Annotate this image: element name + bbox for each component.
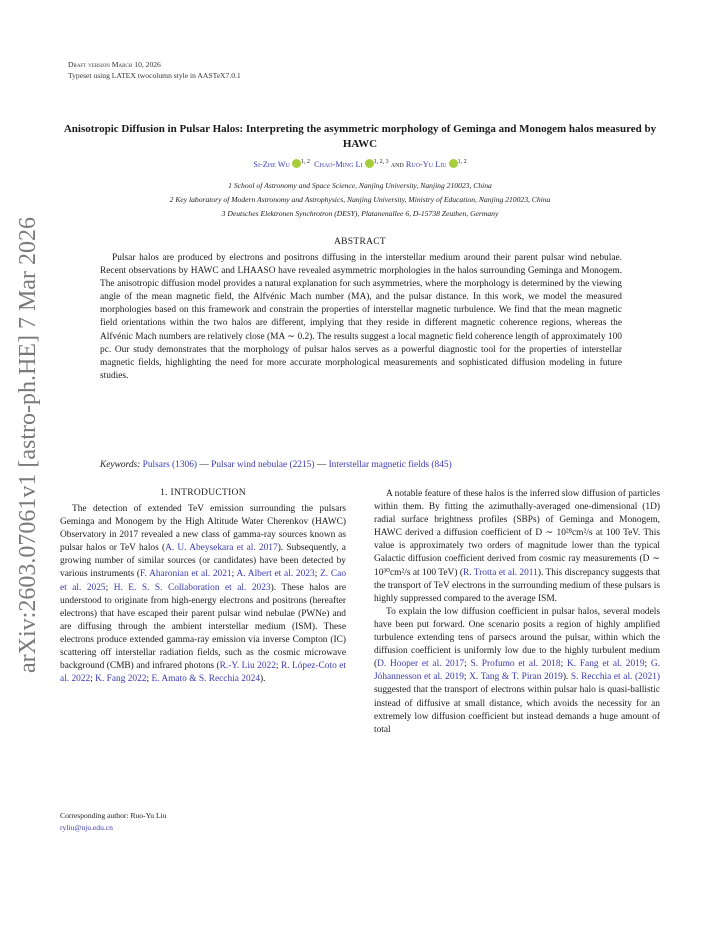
author-3[interactable]: Ruo-Yu Liu [405,159,447,169]
citation-link[interactable]: R. Trotta et al. 2011 [462,567,538,578]
abstract-text: Pulsar halos are produced by electrons and positrons diffusing in the interstellar medium around their parent pulsar wind nebulae. Recent observations by HAWC and LHAASO have revealed asymmetric morphologies in the halos surrounding Geminga and Monogem. The anisotropic diffusion model provides a natural explanation for such asymmetries, where the morphology is determined by the viewing angle of the mean magnetic field, the Alfvénic Mach number (MA), and the pulsar distance. In this work, we model the measured morphologies based on this framework and constrain the properties of interstellar magnetic turbulence. We find that the mean magnetic field orientations within the two halos are different, implying that they reside in different magnetic coherence regions, whereas the Alfvénic Mach numbers are relatively close (MA ∼ 0.2). The results suggest a local magnetic field coherence length of approximately 100 pc. Our study demonstrates that the morphology of pulsar halos serves as a powerful diagnostic tool for the properties of interstellar magnetic fields, highlighting the need for more accurate morphological measurements and sophisticated diffusion modeling in future studies. [100,253,622,381]
orcid-icon[interactable] [365,159,374,168]
affiliation-3: 3 Deutsches Elektronen Synchrotron (DESY), Platanenallee 6, D-15738 Zeuthen, Germany [221,209,499,218]
citation-link[interactable]: G. Jóhannesson et al. 2019 [374,659,661,683]
author-1-affil: 1, 2 [300,159,310,165]
arxiv-identifier: arXiv:2603.07061v1 [astro-ph.HE] 7 Mar 2026 [15,217,41,673]
paragraph [374,488,660,606]
text-run: To explain the low diffusion coefficient in pulsar halos, several models have been put forward. One scenario posits a region of highly amplified turbulence extending tens of parsecs around the pulsar, within which the diffusion coefficient is uniformly low due to the highly turbulent medium ( [374,606,660,670]
text-run: ). This discrepancy suggests that the transport of TeV electrons in the surrounding medium of these pulsars is highly suppressed compared to the average ISM. [374,567,660,604]
citation-link[interactable]: K. Fang 2022 [95,674,147,685]
draft-version: Draft version March 10, 2026 [68,60,161,69]
citation-link[interactable]: D. Hooper et al. 2017 [377,659,465,670]
text-run: ). [260,674,266,685]
keyword-link[interactable]: Pulsars (1306) [142,460,198,470]
text-run: suggested that the transport of electrons within pulsar halo is quasi-ballistic instead of diffusive at small distance, which avoids the necessity for an extremely low diffusion coefficient but instead demands a huge amount of total [374,685,660,735]
text-run: ). These halos are understood to originate from high-energy electrons and positrons (hereafter electrons) that have escaped their parent pulsar wind nebulae (PWNe) and are diffusing through the ambient interstellar medium (ISM). These electrons produce extended gamma-ray emission via inverse Compton (IC) scattering off interstellar radiation fields, such as the cosmic microwave background (CMB) and infrared photons ( [60,582,346,672]
corresponding-author: Corresponding author: Ruo-Yu Liu [60,811,167,820]
author-3-affil: 1, 2 [457,159,467,165]
citation-link[interactable]: H. E. S. S. Collaboration et al. 2023 [113,582,271,593]
text-run: ; [644,659,651,670]
left-column [60,503,346,686]
text-run: ; [90,674,96,685]
citation-link[interactable]: A. Albert et al. 2023 [236,569,315,580]
citation-link[interactable]: K. Fang et al. 2019 [566,659,645,670]
orcid-icon[interactable] [449,159,458,168]
right-column [374,488,660,737]
author-2-affil: 1, 2, 3 [373,159,389,165]
keywords [100,460,630,470]
citation-link[interactable]: S. Profumo et al. 2018 [470,659,561,670]
keyword-link[interactable]: Pulsar wind nebulae (2215) [211,460,315,470]
citation-link[interactable]: S. Recchia et al. (2021) [570,672,661,683]
author-2[interactable]: Chao-Ming Li [314,159,363,169]
and-word: and [390,159,404,169]
draft-header [68,59,241,81]
abstract-heading: ABSTRACT [333,237,387,247]
citation-link[interactable]: A. U. Abeysekara et al. 2017 [165,543,278,554]
text-run: ; [105,582,114,593]
orcid-icon[interactable] [292,159,301,168]
keyword-separator: — [197,460,212,470]
affiliation-1: 1 School of Astronomy and Space Science, Nanjing University, Nanjing 210023, China [228,181,492,190]
citation-link[interactable]: R.-Y. Liu 2022 [219,661,276,672]
citation-link[interactable]: Z. Cao et al. 2025 [60,569,347,593]
citation-link[interactable]: R. López-Coto et al. 2022 [60,661,346,685]
text-run: ; [560,659,567,670]
citation-link[interactable]: F. Aharonian et al. 2021 [140,569,232,580]
email-link[interactable]: ryliu@nju.edu.cn [60,823,113,832]
paragraph [374,606,660,737]
section-heading: 1. INTRODUCTION [160,488,246,498]
typeset-note: Typeset using LATEX twocolumn style in AASTeX7.0.1 [68,71,241,80]
text-run: ; [463,672,470,683]
paragraph [60,503,346,686]
author-1[interactable]: Si-Zhe Wu [253,159,290,169]
text-run: ; [464,659,471,670]
text-run: ; [275,661,281,672]
paper-title: Anisotropic Diffusion in Pulsar Halos: Interpreting the asymmetric morphology of Geminga and Monogem halos measured by HAWC [63,123,657,150]
text-run: ; [231,569,237,580]
footnote [60,810,167,834]
text-run: ). Subsequently, a growing number of similar sources (or candidates) have been detected by various instruments ( [60,543,346,580]
text-run: ; [314,569,321,580]
keywords-label: Keywords: [100,460,141,470]
affiliation-2: 2 Key laboratory of Modern Astronomy and Astrophysics, Nanjing University, Ministry of Education, Nanjing 210023, China [169,195,551,204]
text-run: ; [146,674,152,685]
author-list [60,159,660,169]
citation-link[interactable]: E. Amato & S. Recchia 2024 [151,674,261,685]
text-run: The detection of extended TeV emission surrounding the pulsars Geminga and Monogem by the High Altitude Water Cherenkov (HAWC) Observatory in 2017 revealed a new class of gamma-ray sources known as pulsar halos or TeV halos ( [60,504,346,554]
keyword-separator: — [314,460,329,470]
text-run: ). [562,672,571,683]
keyword-link[interactable]: Interstellar magnetic fields (845) [328,460,452,470]
text-run: A notable feature of these halos is the inferred slow diffusion of particles within them. By fitting the azimuthally-averaged one-dimensional (1D) radial surface brightness profiles (SBPs) of Geminga and Monogem, HAWC derived a diffusion coefficient of D ∼ 10²⁸cm²/s at 100 TeV. This value is approximately two orders of magnitude lower than the typical Galactic diffusion coefficient derived from cosmic ray measurements (D ∼ 10³⁰cm²/s at 100 TeV) ( [374,489,660,578]
citation-link[interactable]: X. Tang & T. Piran 2019 [469,672,563,683]
